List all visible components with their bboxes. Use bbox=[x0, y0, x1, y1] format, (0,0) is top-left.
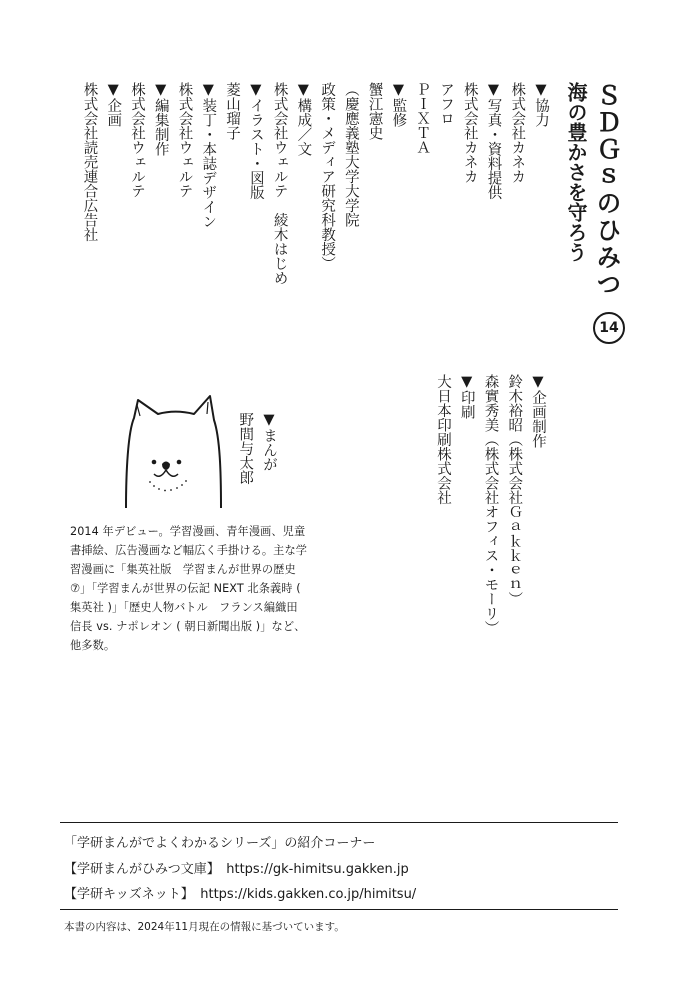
manga-artist: 野間与太郎 bbox=[237, 412, 254, 485]
credit-line: 株式会社読売連合広告社 bbox=[81, 82, 98, 242]
credit-line: ▼監修 bbox=[390, 82, 407, 127]
credit-line: ▼写真・資料提供 bbox=[485, 82, 502, 200]
credit-line: 菱山瑠子 bbox=[224, 82, 241, 140]
series-title: ＳＤＧｓのひみつ bbox=[593, 82, 622, 298]
credit-line: ▼装丁・本誌デザイン bbox=[200, 82, 217, 229]
credit-line: 鈴木裕昭（株式会社Ｇａｋｋｅｎ） bbox=[506, 374, 523, 606]
credit-line: ▼イラスト・図版 bbox=[247, 82, 264, 200]
kids-label: 【学研キッズネット】 bbox=[64, 887, 194, 902]
volume-number-badge bbox=[593, 312, 625, 344]
credit-line: 株式会社カネカ bbox=[461, 82, 478, 184]
footer-top-divider bbox=[60, 822, 618, 823]
kids-url-link[interactable]: https://kids.gakken.co.jp/himitsu/ bbox=[200, 887, 417, 902]
manga-label: ▼まんが bbox=[261, 412, 277, 472]
volume-title: 海の豊かさを守ろう bbox=[564, 82, 588, 262]
credit-line: 株式会社ウェルテ bbox=[176, 82, 193, 198]
credit-line: ▼編集制作 bbox=[152, 82, 169, 156]
cat-illustration-icon bbox=[124, 392, 224, 508]
credits-top bbox=[77, 82, 552, 382]
credit-line: 大日本印刷株式会社 bbox=[434, 374, 451, 505]
bunko-line bbox=[64, 858, 409, 877]
credit-line: （慶應義塾大学大学院 bbox=[342, 82, 359, 227]
series-intro: 「学研まんがでよくわかるシリーズ」の紹介コーナー bbox=[64, 836, 376, 851]
manga-credit bbox=[232, 412, 280, 522]
info-date-note: 本書の内容は、2024年11月現在の情報に基づいています。 bbox=[64, 921, 345, 933]
credit-line: 森實秀美（株式会社オフィス・モーリ） bbox=[482, 374, 499, 635]
footer-bottom-divider bbox=[60, 909, 618, 910]
credit-line: ▼構成／文 bbox=[295, 82, 312, 156]
credit-line: 株式会社ウェルテ bbox=[128, 82, 145, 198]
credit-line: ▼企画制作 bbox=[530, 374, 546, 448]
credit-line: アフロ bbox=[437, 82, 454, 126]
credit-line: ▼印刷 bbox=[458, 374, 475, 419]
credit-line: 株式会社ウェルテ 綾木はじめ bbox=[271, 82, 288, 285]
artist-bio: 2014 年デビュー。学習漫画、青年漫画、児童書挿絵、広告漫画など幅広く手掛ける。主な学習漫画に「集英社版 学習まんが世界の歴史⑦」「学習まんが世界の伝記 NEXT 北条義時 ( 集英社 )」「歴史人物バトル フランス編織田信長 vs. ナポレオン ( 朝日新聞出版 )」など、他多数。 bbox=[70, 525, 308, 652]
credit-line: 株式会社カネカ bbox=[509, 82, 526, 184]
volume-number: 14 bbox=[599, 320, 619, 336]
credit-line: ▼協力 bbox=[533, 82, 549, 127]
credit-line: ▼企画 bbox=[105, 82, 122, 127]
credit-line: 政策・メディア研究科教授） bbox=[319, 82, 336, 271]
credits-bottom bbox=[430, 374, 549, 644]
kids-line bbox=[64, 883, 416, 902]
bunko-url-link[interactable]: https://gk-himitsu.gakken.jp bbox=[226, 862, 409, 877]
credit-line: 蟹江憲史 bbox=[366, 82, 383, 140]
credit-line: ＰＩＸＴＡ bbox=[414, 82, 431, 155]
bunko-label: 【学研まんがひみつ文庫】 bbox=[64, 862, 220, 877]
